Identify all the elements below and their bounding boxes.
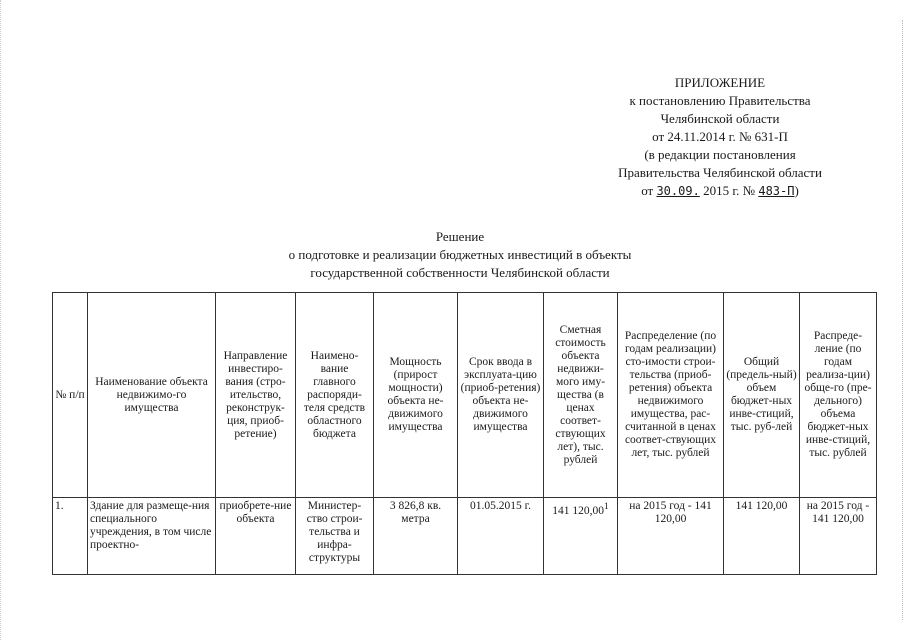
- date-prefix: от: [641, 183, 654, 198]
- manager-cell: Министер-ство строи-тельства и инфра-структуры: [296, 498, 374, 575]
- total-cell: 141 120,00: [724, 498, 800, 575]
- decision-line-2: о подготовке и реализации бюджетных инвестиций в объекты: [288, 247, 632, 262]
- cost-footnote: 1: [603, 501, 609, 512]
- header-cell: Распреде-ление (по годам реализа-ции) обще-го (пре-дельного) объема бюджет-ных инве-стиций, тыс. рублей: [800, 293, 877, 498]
- direction-cell: приобрете-ние объекта: [216, 498, 296, 575]
- appendix-line-3: Челябинской области: [660, 111, 780, 126]
- row-number-cell: 1.: [53, 498, 88, 575]
- object-name-cell: Здание для размеще-ния специального учреждения, в том числе проектно-: [88, 498, 216, 575]
- header-cell: Срок ввода в эксплуата-цию (приоб-ретения) объекта не-движимого имущества: [458, 293, 544, 498]
- table-header-row: [53, 293, 877, 498]
- appendix-block: [560, 74, 880, 200]
- handwritten-number: 483-П: [758, 184, 795, 198]
- header-cell: № п/п: [53, 293, 88, 498]
- header-cell: Направление инвестиро-вания (стро-ительство, реконструк-ция, приоб-ретение): [216, 293, 296, 498]
- appendix-line-2: к постановлению Правительства: [629, 93, 811, 108]
- header-cell: Общий (предель-ный) объем бюджет-ных инве-стиций, тыс. руб-лей: [724, 293, 800, 498]
- appendix-line-6: Правительства Челябинской области: [618, 165, 822, 180]
- appendix-date-line: [560, 182, 880, 200]
- header-cell: Наименование объекта недвижимо-го имущества: [88, 293, 216, 498]
- header-cell: Сметная стоимость объекта недвижи-мого иму-щества (в ценах соответ-ствующих лет), тыс. рублей: [544, 293, 618, 498]
- date-year: 2015 г. №: [703, 183, 756, 198]
- term-cell: 01.05.2015 г.: [458, 498, 544, 575]
- right-margin-dots: [899, 20, 903, 620]
- cost-value: 141 120,00: [552, 504, 604, 517]
- appendix-line-4: от 24.11.2014 г. № 631-П: [652, 129, 788, 144]
- table-row: [53, 498, 877, 575]
- cost-cell: [544, 498, 618, 575]
- left-margin-dots: [0, 0, 7, 640]
- distribution-cell: на 2015 год - 141 120,00: [618, 498, 724, 575]
- appendix-line-5: (в редакции постановления: [644, 147, 796, 162]
- date-suffix: ): [794, 183, 799, 198]
- header-cell: Распределение (по годам реализации) сто-имости строи-тельства (приоб-ретения) объекта недвижимого имущества, рас-считанной в ценах соответ-ствующих лет, тыс. рублей: [618, 293, 724, 498]
- investment-table: [52, 292, 877, 575]
- decision-heading: [180, 228, 740, 282]
- handwritten-date: 30.09.: [656, 184, 700, 198]
- header-cell: Наимено-вание главного распоряди-теля средств областного бюджета: [296, 293, 374, 498]
- decision-line-3: государственной собственности Челябинской области: [310, 265, 610, 280]
- header-cell: Мощность (прирост мощности) объекта не-движимого имущества: [374, 293, 458, 498]
- total-distribution-cell: на 2015 год - 141 120,00: [800, 498, 877, 575]
- decision-title: Решение: [435, 229, 485, 244]
- appendix-title: ПРИЛОЖЕНИЕ: [674, 75, 766, 90]
- capacity-cell: 3 826,8 кв. метра: [374, 498, 458, 575]
